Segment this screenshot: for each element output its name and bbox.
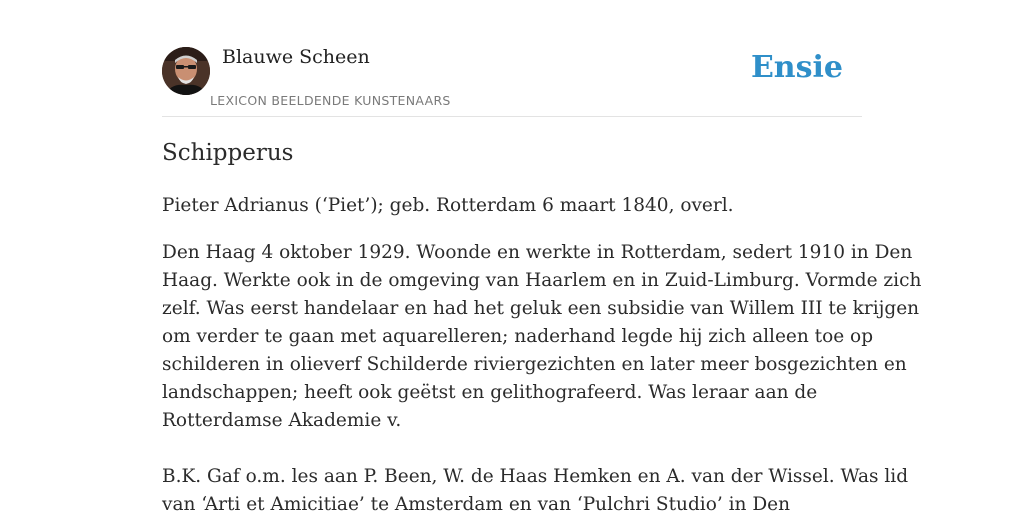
paragraph-line: van ‘Arti et Amicitiae’ te Amsterdam en van ‘Pulchri Studio’ in Den xyxy=(162,494,791,512)
paragraph-line: schilderen in olieverf Schilderde riviergezichten en later meer bosgezichten en xyxy=(162,354,907,375)
ensie-logo-link[interactable]: Ensie xyxy=(750,50,843,85)
site-header xyxy=(162,46,862,117)
lexicon-subtitle[interactable]: LEXICON BEELDENDE KUNSTENAARS xyxy=(210,93,451,108)
paragraph-line: Haag. Werkte ook in de omgeving van Haarlem en in Zuid-Limburg. Vormde zich xyxy=(162,270,922,291)
paragraph-line: B.K. Gaf o.m. les aan P. Been, W. de Haas Hemken en A. van der Wissel. Was lid xyxy=(162,466,909,487)
paragraph-line: Rotterdamse Akademie v. xyxy=(162,410,402,431)
article-paragraph-1 xyxy=(162,192,862,220)
author-avatar[interactable] xyxy=(162,47,210,95)
paragraph-line: Pieter Adrianus (‘Piet’); geb. Rotterdam 6 maart 1840, overl. xyxy=(162,195,734,216)
article-paragraph-3 xyxy=(162,463,909,512)
paragraph-line: Den Haag 4 oktober 1929. Woonde en werkte in Rotterdam, sedert 1910 in Den xyxy=(162,242,913,263)
paragraph-line: landschappen; heeft ook geëtst en gelithografeerd. Was leraar aan de xyxy=(162,382,818,403)
article-title: Schipperus xyxy=(162,140,294,166)
paragraph-line: zelf. Was eerst handelaar en had het geluk een subsidie van Willem III te krijgen xyxy=(162,298,920,319)
author-name[interactable]: Blauwe Scheen xyxy=(222,46,370,68)
article-paragraph-2 xyxy=(162,239,922,435)
author-photo-icon xyxy=(162,47,210,95)
paragraph-line: om verder te gaan met aquarelleren; naderhand legde hij zich alleen toe op xyxy=(162,326,874,347)
